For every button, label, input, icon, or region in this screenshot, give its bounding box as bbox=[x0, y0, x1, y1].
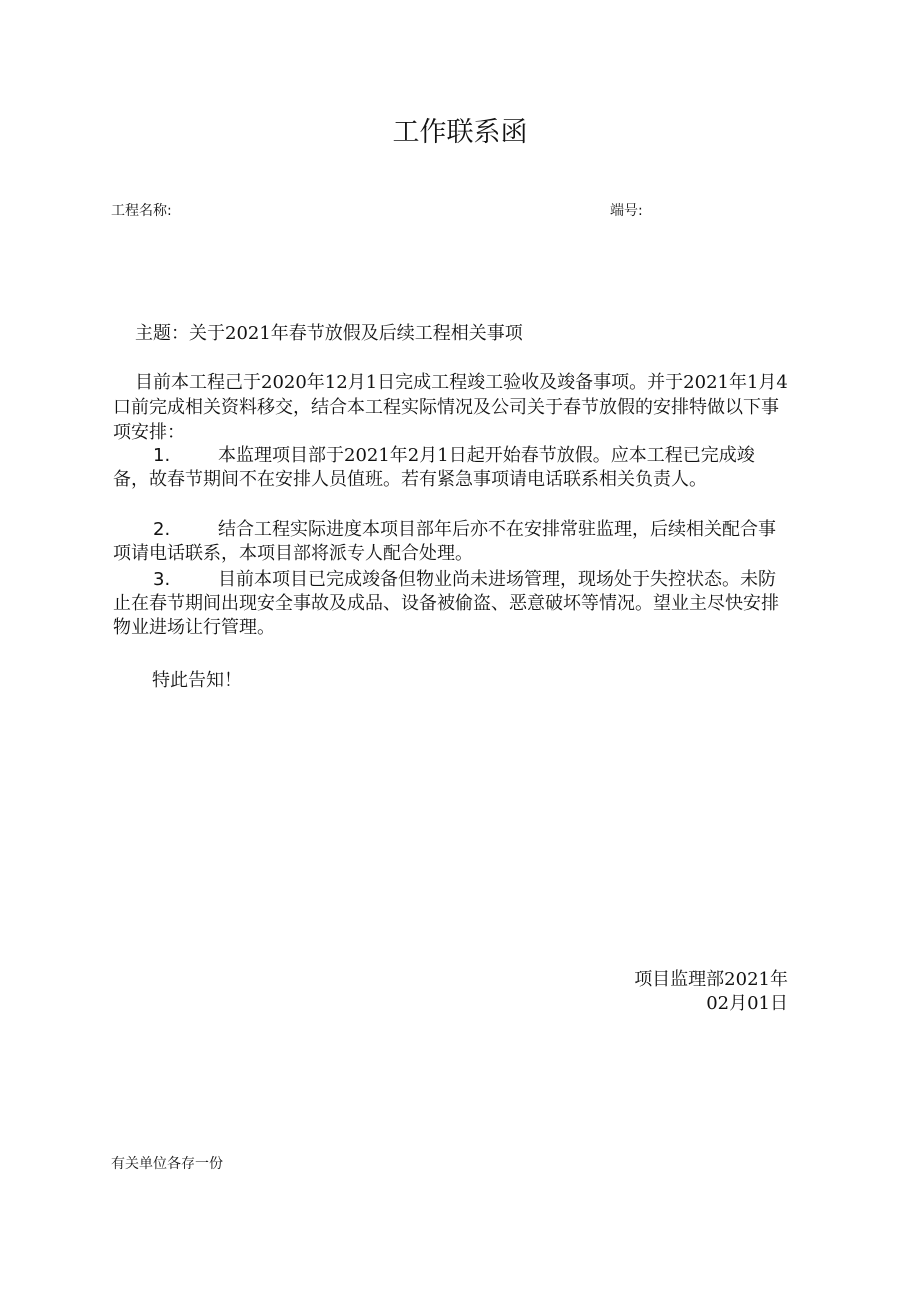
signature-block bbox=[634, 968, 788, 1016]
signature-date-line: 02月01日 bbox=[706, 993, 788, 1014]
distribution-note: 有关单位各存一份 bbox=[111, 1156, 223, 1172]
list-item bbox=[113, 444, 788, 492]
document-number-label: 端号: bbox=[610, 203, 643, 219]
list-item-text: 本监理项目部于2021年2月1日起开始春节放假。应本工程已完成竣备，故春节期间不在安排人员值班。若有紧急事项请电话联系相关负责人。 bbox=[113, 445, 755, 490]
project-name-label: 工程名称: bbox=[111, 203, 172, 219]
document-title: 工作联系函 bbox=[392, 117, 528, 148]
intro-paragraph: 目前本工程己于2020年12月1日完成工程竣工验收及竣备事项。并于2021年1月4口前完成相关资料移交，结合本工程实际情况及公司关于春节放假的安排特做以下事项安排： bbox=[113, 372, 788, 443]
subject-line: 主题：关于2021年春节放假及后续工程相关事项 bbox=[135, 323, 523, 344]
closing-remark: 特此告知！ bbox=[152, 670, 242, 691]
list-item-number: 1. bbox=[153, 445, 171, 466]
list-item-text: 目前本项目已完成竣备但物业尚未进场管理，现场处于失控状态。未防止在春节期间出现安全事故及成品、设备被偷盗、恶意破坏等情况。望业主尽快安排物业进场让行管理。 bbox=[113, 569, 779, 638]
list-item-number: 3. bbox=[153, 569, 171, 590]
list-item bbox=[113, 518, 788, 566]
list-item-text: 结合工程实际进度本项目部年后亦不在安排常驻监理，后续相关配合事项请电话联系，本项目部将派专人配合处理。 bbox=[113, 519, 776, 564]
list-item-number: 2. bbox=[153, 519, 171, 540]
list-item bbox=[113, 568, 788, 640]
signature-issuer-line: 项目监理部2021年 bbox=[634, 969, 788, 990]
